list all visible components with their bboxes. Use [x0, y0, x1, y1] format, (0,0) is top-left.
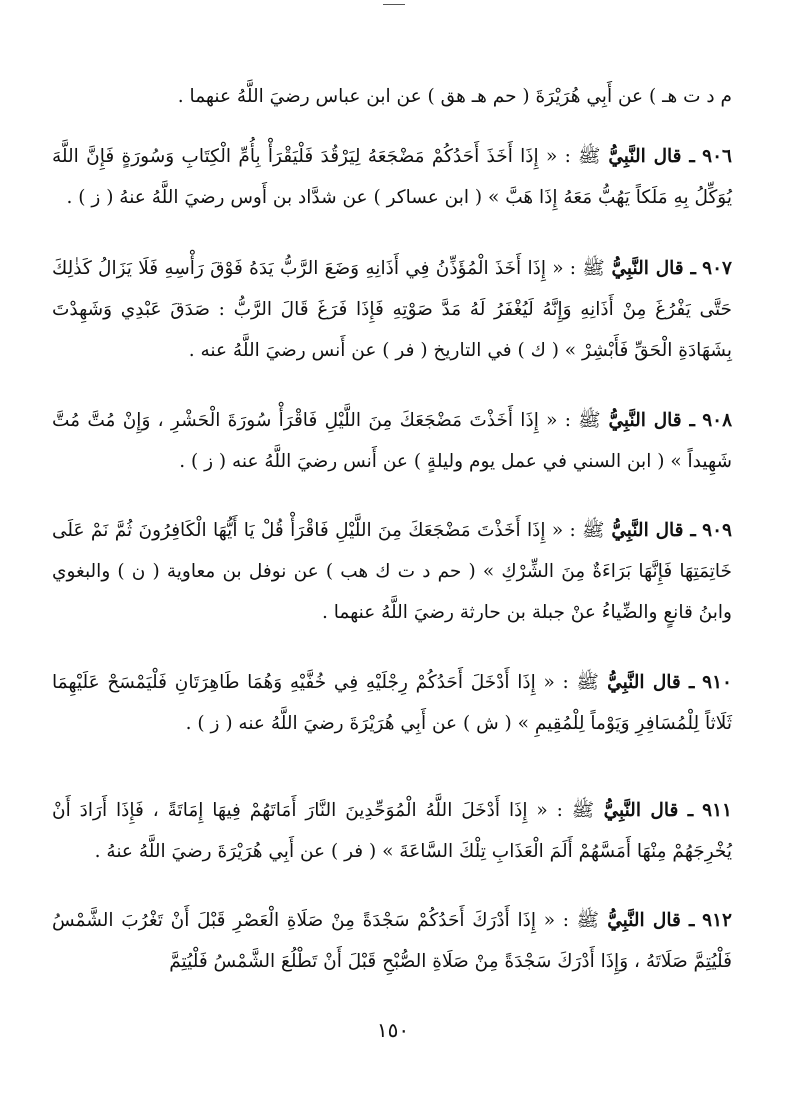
pbuh-symbol: ﷺ [576, 672, 599, 693]
speaker-label: قال النَّبِيُّ [603, 800, 679, 821]
intro-paragraph [52, 76, 732, 117]
hadith-text: : « إِذَا أَخَذَ أَحَدُكُمْ مَضْجَعَهُ لِيَرْقُدَ فَلْيَقْرَأْ بِأُمِّ الْكِتَابِ وَسُورَةٍ فَإِنَّ اللَّهَ يُوَكِّلُ بِهِ مَلَكاً يَهُبُّ مَعَهُ إِذَا هَبَّ » ( ابن عساكر ) عن شدَّاد بن أَوس رضيَ اللَّهُ عنهُ ( ز ) . [52, 146, 732, 208]
hadith-text: : « إِذَا أَدْرَكَ أَحَدُكُمْ سَجْدَةً مِنْ صَلَاةِ الْعَصْرِ قَبْلَ أَنْ تَغْرُبَ الشَّمْسُ فَلْيُتِمَّ صَلَاتَهُ ، وَإِذَا أَدْرَكَ سَجْدَةً مِنْ صَلَاةِ الصُّبْحِ قَبْلَ أَنْ تَطْلُعَ الشَّمْسُ فَلْيُتِمَّ [52, 910, 732, 972]
hadith-number: ٩١٠ [702, 672, 732, 693]
hadith-text: : « إِذَا أَخَذَ الْمُؤَذِّنُ فِي أَذَانِهِ وَضَعَ الرَّبُّ يَدَهُ فَوْقَ رَأْسِهِ فَلَا يَزَالُ كَذٰلِكَ حَتَّى يَفْرُغَ مِنْ أَذَانِهِ وَإِنَّهُ لَيُغْفَرُ لَهُ مَدَّ صَوْتِهِ فَإِذَا فَرَغَ قَالَ الرَّبُّ : صَدَقَ عَبْدِي وَشَهِدْتَ بِشَهَادَةِ الْحَقِّ فَأَبْشِرْ » ( ك ) في التاريخ ( فر ) عن أَنس رضيَ اللَّهُ عنه . [52, 258, 732, 361]
hadith-906: ٩٠٦ ـ قال النَّبِيُّ ﷺ : « إِذَا أَخَذَ أَحَدُكُمْ مَضْجَعَهُ لِيَرْقُدَ فَلْيَقْرَأْ بِأُمِّ الْكِتَابِ وَسُورَةٍ فَإِنَّ اللَّهَ يُوَكِّلُ بِهِ مَلَكاً يَهُبُّ مَعَهُ إِذَا هَبَّ » ( ابن عساكر ) عن شدَّاد بن أَوس رضيَ اللَّهُ عنهُ ( ز ) . [52, 146, 732, 208]
intro-text: م د ت هـ ) عن أَبِي هُرَيْرَةَ ( حم هـ هق ) عن ابن عباس رضيَ اللَّهُ عنهما . [177, 86, 732, 107]
hadith-text: : « إِذَا أَدْخَلَ اللَّهُ الْمُوَحِّدِينَ النَّارَ أَمَاتَهُمْ فِيهَا إِمَاتَةً ، فَإِذَا أَرَادَ أَنْ يُخْرِجَهُمْ مِنْهَا أَمَسَّهُمْ أَلَمَ الْعَذَابِ تِلْكَ السَّاعَةَ » ( فر ) عن أَبِي هُرَيْرَةَ رضيَ اللَّهُ عنهُ . [52, 800, 732, 862]
speaker-label: قال النَّبِيُّ [608, 410, 682, 431]
pbuh-symbol: ﷺ [582, 520, 605, 541]
pbuh-symbol: ﷺ [576, 910, 600, 931]
speaker-label: قال النَّبِيُّ [607, 672, 681, 693]
hadith-number: ٩٠٦ [702, 146, 732, 167]
hadith-912: ٩١٢ ـ قال النَّبِيُّ ﷺ : « إِذَا أَدْرَكَ أَحَدُكُمْ سَجْدَةً مِنْ صَلَاةِ الْعَصْرِ قَبْلَ أَنْ تَغْرُبَ الشَّمْسُ فَلْيُتِمَّ صَلَاتَهُ ، وَإِذَا أَدْرَكَ سَجْدَةً مِنْ صَلَاةِ الصُّبْحِ قَبْلَ أَنْ تَطْلُعَ الشَّمْسُ فَلْيُتِمَّ [52, 910, 732, 972]
hadith-text: : « إِذَا أَخَذْتَ مَضْجَعَكَ مِنَ اللَّيْلِ فَاقْرَأْ سُورَةَ الْحَشْرِ ، وَإِنْ مُتَّ مُتَّ شَهِيداً » ( ابن السني في عمل يوم وليلةٍ ) عن أَنس رضيَ اللَّهُ عنه ( ز ) . [52, 410, 732, 472]
speaker-label: قال النَّبِيُّ [611, 520, 684, 541]
hadith-910: ٩١٠ ـ قال النَّبِيُّ ﷺ : « إِذَا أَدْخَلَ أَحَدُكُمْ رِجْلَيْهِ فِي خُفَّيْهِ وَهُمَا طَاهِرَتَانِ فَلْيَمْسَحْ عَلَيْهِمَا ثَلَاثاً لِلْمُسَافِرِ وَيَوْماً لِلْمُقِيمِ » ( ش ) عن أَبِي هُرَيْرَةَ رضيَ اللَّهُ عنه ( ز ) . [52, 672, 732, 734]
hadith-number: ٩١١ [702, 800, 732, 821]
pbuh-symbol: ﷺ [578, 410, 601, 431]
hadith-909: ٩٠٩ ـ قال النَّبِيُّ ﷺ : « إِذَا أَخَذْتَ مَضْجَعَكَ مِنَ اللَّيْلِ فَاقْرَأْ قُلْ يَا أَيُّهَا الْكَافِرُونَ ثُمَّ نَمْ عَلَى خَاتِمَتِهَا فَإِنَّهَا بَرَاءَةٌ مِنَ الشِّرْكِ » ( حم د ت ك هب ) عن نوفل بن معاوية ( ن ) والبغوي وابنُ قانعٍ والضِّياءُ عنْ جبلة بن حارثة رضيَ اللَّهُ عنهما . [52, 520, 732, 623]
speaker-label: قال النَّبِيُّ [608, 146, 682, 167]
hadith-911: ٩١١ ـ قال النَّبِيُّ ﷺ : « إِذَا أَدْخَلَ اللَّهُ الْمُوَحِّدِينَ النَّارَ أَمَاتَهُمْ فِيهَا إِمَاتَةً ، فَإِذَا أَرَادَ أَنْ يُخْرِجَهُمْ مِنْهَا أَمَسَّهُمْ أَلَمَ الْعَذَابِ تِلْكَ السَّاعَةَ » ( فر ) عن أَبِي هُرَيْرَةَ رضيَ اللَّهُ عنهُ . [52, 800, 732, 862]
speaker-label: قال النَّبِيُّ [607, 910, 681, 931]
pbuh-symbol: ﷺ [578, 146, 601, 167]
speaker-label: قال النَّبِيُّ [611, 258, 684, 279]
hadith-907: ٩٠٧ ـ قال النَّبِيُّ ﷺ : « إِذَا أَخَذَ الْمُؤَذِّنُ فِي أَذَانِهِ وَضَعَ الرَّبُّ يَدَهُ فَوْقَ رَأْسِهِ فَلَا يَزَالُ كَذٰلِكَ حَتَّى يَفْرُغَ مِنْ أَذَانِهِ وَإِنَّهُ لَيُغْفَرُ لَهُ مَدَّ صَوْتِهِ فَإِذَا فَرَغَ قَالَ الرَّبُّ : صَدَقَ عَبْدِي وَشَهِدْتَ بِشَهَادَةِ الْحَقِّ فَأَبْشِرْ » ( ك ) في التاريخ ( فر ) عن أَنس رضيَ اللَّهُ عنه . [52, 258, 732, 361]
hadith-number: ٩٠٨ [702, 410, 733, 431]
hadith-number: ٩٠٩ [702, 520, 732, 541]
hadith-number: ٩١٢ [702, 910, 732, 931]
hadith-text: : « إِذَا أَدْخَلَ أَحَدُكُمْ رِجْلَيْهِ فِي خُفَّيْهِ وَهُمَا طَاهِرَتَانِ فَلْيَمْسَحْ عَلَيْهِمَا ثَلَاثاً لِلْمُسَافِرِ وَيَوْماً لِلْمُقِيمِ » ( ش ) عن أَبِي هُرَيْرَةَ رضيَ اللَّهُ عنه ( ز ) . [52, 672, 732, 734]
hadith-number: ٩٠٧ [702, 258, 732, 279]
page-number: ١٥٠ [376, 1018, 410, 1042]
hadith-text: : « إِذَا أَخَذْتَ مَضْجَعَكَ مِنَ اللَّيْلِ فَاقْرَأْ قُلْ يَا أَيُّهَا الْكَافِرُونَ ثُمَّ نَمْ عَلَى خَاتِمَتِهَا فَإِنَّهَا بَرَاءَةٌ مِنَ الشِّرْكِ » ( حم د ت ك هب ) عن نوفل بن معاوية ( ن ) والبغوي وابنُ قانعٍ والضِّياءُ عنْ جبلة بن حارثة رضيَ اللَّهُ عنهما . [52, 520, 732, 623]
pbuh-symbol: ﷺ [582, 258, 605, 279]
top-rule [383, 4, 405, 5]
pbuh-symbol: ﷺ [571, 800, 595, 821]
hadith-908: ٩٠٨ ـ قال النَّبِيُّ ﷺ : « إِذَا أَخَذْتَ مَضْجَعَكَ مِنَ اللَّيْلِ فَاقْرَأْ سُورَةَ الْحَشْرِ ، وَإِنْ مُتَّ مُتَّ شَهِيداً » ( ابن السني في عمل يوم وليلةٍ ) عن أَنس رضيَ اللَّهُ عنه ( ز ) . [52, 410, 733, 472]
